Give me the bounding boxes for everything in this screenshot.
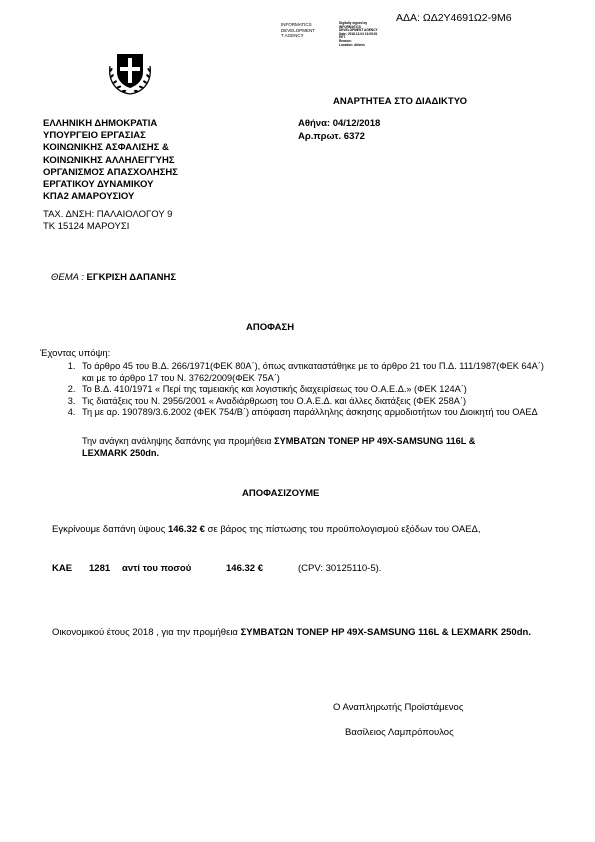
approve-part2: σε βάρος της πίστωσης του προϋπολογισμού εξόδων του ΟΑΕΔ, [204,524,481,535]
greek-emblem-icon [105,48,155,98]
fiscal-statement [52,627,532,640]
decide-title: ΑΠΟΦΑΣΙΖΟΥΜΕ [242,488,320,499]
authority-address [43,209,172,233]
authority-line: ΕΡΓΑΤΙΚΟΥ ΔΥΝΑΜΙΚΟΥ [43,179,154,191]
authority-line: ΥΠΟΥΡΓΕΙΟ ΕΡΓΑΣΙΑΣ [43,130,146,142]
stamp-line: INFORMATICS [281,22,312,27]
authority-header [43,118,178,203]
stamp-detail: EET [339,35,346,40]
list-item: 2. Το Β.Δ. 410/1971 « Περί της ταμειακής και λογιστικής διαχειρίσεως του Ο.Α.Ε.Δ.» (ΦΕΚ 124Α΄) [78,384,548,396]
approval-statement [52,524,542,537]
considering-label: Έχοντας υπόψη: [40,348,111,359]
legal-basis-list [64,361,548,419]
kae-label: ΚΑΕ [52,563,73,574]
protocol-number: Αρ.πρωτ. 6372 [298,131,365,142]
stamp-line: DEVELOPMENT [281,27,316,33]
kae-instead: αντί του ποσού [122,563,192,574]
fiscal-product: ΣΥΜΒΑΤΩΝ TONEP HP 49X-SAMSUNG 116L & LEXMARK 250dn. [240,627,531,638]
stamp-detail: Location: Athens [339,42,365,47]
kae-code: 1281 [89,563,111,574]
authority-line: ΚΠΑ2 ΑΜΑΡΟΥΣΙΟΥ [43,191,135,203]
authority-line: ΚΟΙΝΩΝΙΚΗΣ ΑΣΦΑΛΙΣΗΣ & [43,142,169,154]
stamp-line: T AGENCY [281,33,304,38]
stamp-detail: Reason: [339,38,352,43]
signature-stamp-details [339,22,378,47]
signatory-name: Βασίλειος Λαμπρόπουλος [345,727,454,738]
list-item: 3. Τις διατάξεις του Ν. 2956/2001 « Αναδιάρθρωση του Ο.Α.Ε.Δ. και άλλες διατάξεις (ΦΕΚ 258Α΄) [78,396,548,408]
fiscal-prefix: Οικονομικού έτους 2018 , για την προμήθεια [52,627,241,638]
list-item: 1. Το άρθρο 45 του Β.Δ. 266/1971(ΦΕΚ 80Α΄), όπως αντικαταστάθηκε με το άρθρο 21 του Π.Δ. 111/1987(ΦΕΚ 64Α΄) και με το άρθρο 17 του Ν. 3762/2009(ΦΕΚ 75Α΄) [78,361,548,384]
ada-code: ΑΔΑ: ΩΔ2Υ4691Ω2-9Μ6 [396,12,512,24]
address-line: ΤΑΧ. ΔΝΣΗ: ΠΑΛΑΙΟΛΟΓΟΥ 9 [43,209,173,220]
stamp-detail: DEVELOPMENT AGENCY [339,28,378,33]
address-line: ΤΚ 15124 ΜΑΡΟΥΣΙ [43,221,130,233]
list-item: 4. Τη με αρ. 190789/3.6.2002 (ΦΕΚ 754/Β΄) απόφαση παράλληλης άσκησης αρμοδιοτήτων του Διοικητή του ΟΑΕΔ [78,407,548,419]
signatory-role: Ο Αναπληρωτής Προϊστάμενος [333,702,464,713]
approve-part1: Εγκρίνουμε δαπάνη ύψους [52,524,168,535]
subject-text: ΕΓΚΡΙΣΗ ΔΑΠΑΝΗΣ [83,272,177,283]
authority-line: ΚΟΙΝΩΝΙΚΗΣ ΑΛΛΗΛΕΓΓΥΗΣ [43,154,175,166]
date-line: Αθήνα: 04/12/2018 [298,118,381,129]
subject-label: ΘΕΜΑ : [51,272,84,283]
need-product: ΣΥΜΒΑΤΩΝ TONEP HP 49X-SAMSUNG 116L & LEXMARK 250dn. [82,436,476,458]
stamp-detail: Date: 2018.12.04 13:05:51 [339,31,378,36]
posting-notice: ΑΝΑΡΤΗΤΕΑ ΣΤΟ ΔΙΑΔΙΚΤΥΟ [333,96,468,107]
decision-title: ΑΠΟΦΑΣΗ [246,322,295,333]
approve-amount: 146.32 € [167,524,205,535]
kae-cpv: (CPV: 30125110-5). [298,563,382,574]
need-statement [82,436,522,459]
subject-line [51,272,176,283]
authority-line: ΕΛΛΗΝΙΚΗ ΔΗΜΟΚΡΑΤΙΑ [43,118,158,129]
need-prefix: Την ανάγκη ανάληψης δαπάνης για προμήθεια [82,436,275,446]
signature-stamp-label [281,22,315,39]
kae-amount: 146.32 € [226,563,263,574]
stamp-detail: Digitally signed by [339,21,368,25]
stamp-detail: INFORMATICS [339,24,361,29]
authority-line: ΟΡΓΑΝΙΣΜΟΣ ΑΠΑΣΧΟΛΗΣΗΣ [43,166,178,178]
